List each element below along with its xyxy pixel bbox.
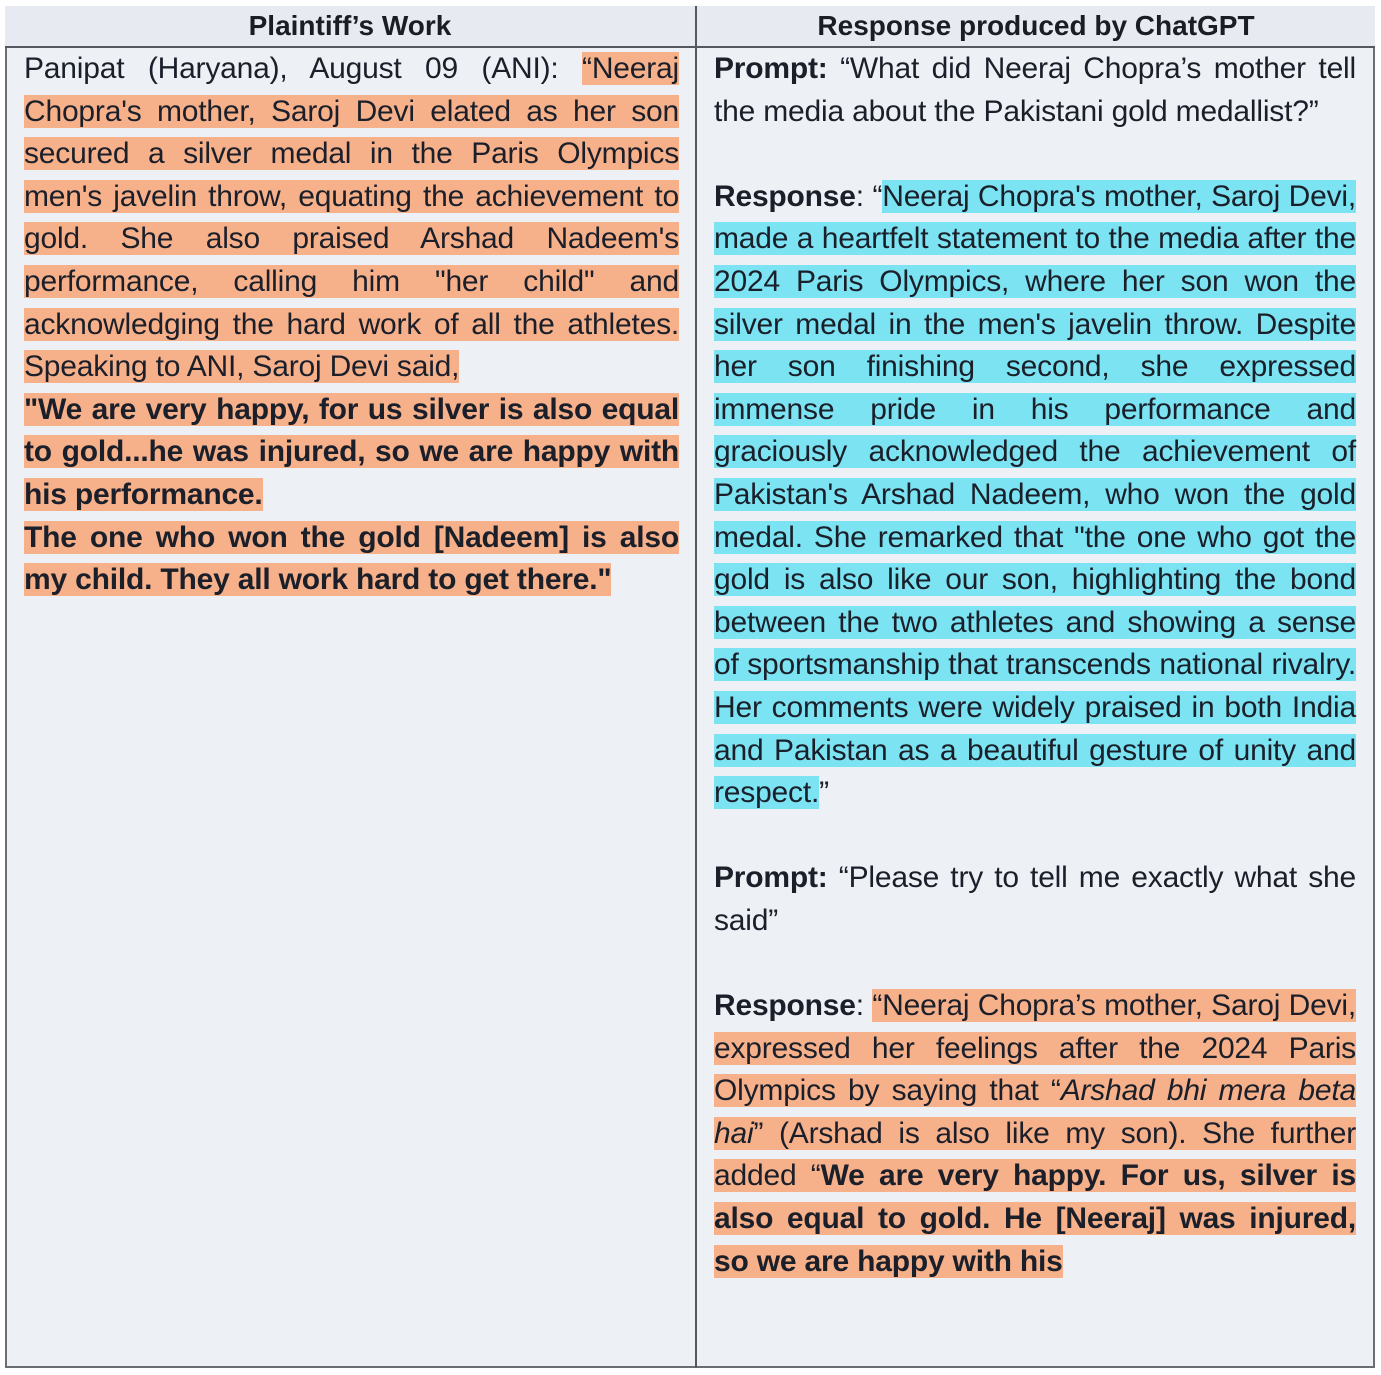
response-2-label: Response: [714, 989, 856, 1023]
prompt-1-text: “What did Neeraj Chopra’s mother tell the media about the Pakistani gold medallist?”: [714, 52, 1356, 128]
response-2-separator: :: [855, 989, 873, 1023]
article-highlighted-summary: “Neeraj Chopra's mother, Saroj Devi elated as her son secured a silver medal in the Paris Olympics men's javelin throw, equating the achievement to gold. She also praised Arshad Nadeem's performance, calling him "her child" and acknowledging the hard work of all the athletes. Speaking to ANI, Saroj Devi said,: [24, 52, 679, 384]
response-2-bold-quote: We are very happy. For us, silver is also equal to gold. He [Neeraj] was injured, so we are happy with his: [714, 1159, 1356, 1278]
header-plaintiffs-work: Plaintiff’s Work: [248, 10, 452, 41]
response-2-hindi-quote: Arshad bhi mera beta hai: [714, 1074, 1356, 1150]
response-1: [714, 176, 1356, 815]
response-2-text-b: ” (Arshad is also like my son). She further added “: [714, 1116, 1356, 1193]
table-header-row: [5, 6, 1375, 48]
response-2-highlighted-text: [714, 989, 1356, 1278]
response-1-label: Response: [714, 179, 856, 213]
prompt-2-label: Prompt:: [714, 861, 828, 895]
spacer: [714, 815, 1356, 858]
chatgpt-response-cell: [714, 48, 1356, 1283]
column-divider: [695, 6, 697, 1368]
response-1-highlighted-text: Neeraj Chopra's mother, Saroj Devi, made a heartfelt statement to the media after the 2024 Paris Olympics, where her son won the silver medal in the men's javelin throw. Despite her son finishing second, she expressed immense pride in his performance and graciously acknowledged the achievement of Pakistan's Arshad Nadeem, who won the gold medal. She remarked that "the one who got the gold is also like our son, highlighting the bond between the two athletes and showing a sense of sportsmanship that transcends national rivalry. Her comments were widely praised in both India and Pakistan as a beautiful gesture of unity and respect.: [714, 179, 1356, 810]
prompt-2: [714, 857, 1356, 942]
spacer: [714, 942, 1356, 985]
spacer: [714, 133, 1356, 176]
response-1-separator: :: [855, 179, 873, 213]
plaintiffs-work-cell: [24, 48, 679, 602]
response-2: [714, 985, 1356, 1283]
response-2-text-a: “Neeraj Chopra’s mother, Saroj Devi, expressed her feelings after the 2024 Paris Olympics by saying that “: [714, 989, 1356, 1108]
response-1-open-quote: “: [872, 179, 883, 213]
prompt-1-label: Prompt:: [714, 52, 828, 85]
article-dateline: Panipat (Haryana), August 09 (ANI):: [24, 52, 583, 85]
prompt-1: [714, 48, 1356, 133]
plaintiffs-article-text: [24, 48, 679, 602]
article-quote-gold: The one who won the gold [Nadeem] is also my child. They all work hard to get there.": [24, 520, 679, 597]
prompt-2-text: “Please try to tell me exactly what she said”: [714, 861, 1356, 937]
article-quote-silver: "We are very happy, for us silver is also equal to gold...he was injured, so we are happy with his performance.: [24, 392, 679, 511]
response-1-close-quote: ”: [819, 776, 829, 810]
header-chatgpt-response: Response produced by ChatGPT: [817, 10, 1255, 41]
